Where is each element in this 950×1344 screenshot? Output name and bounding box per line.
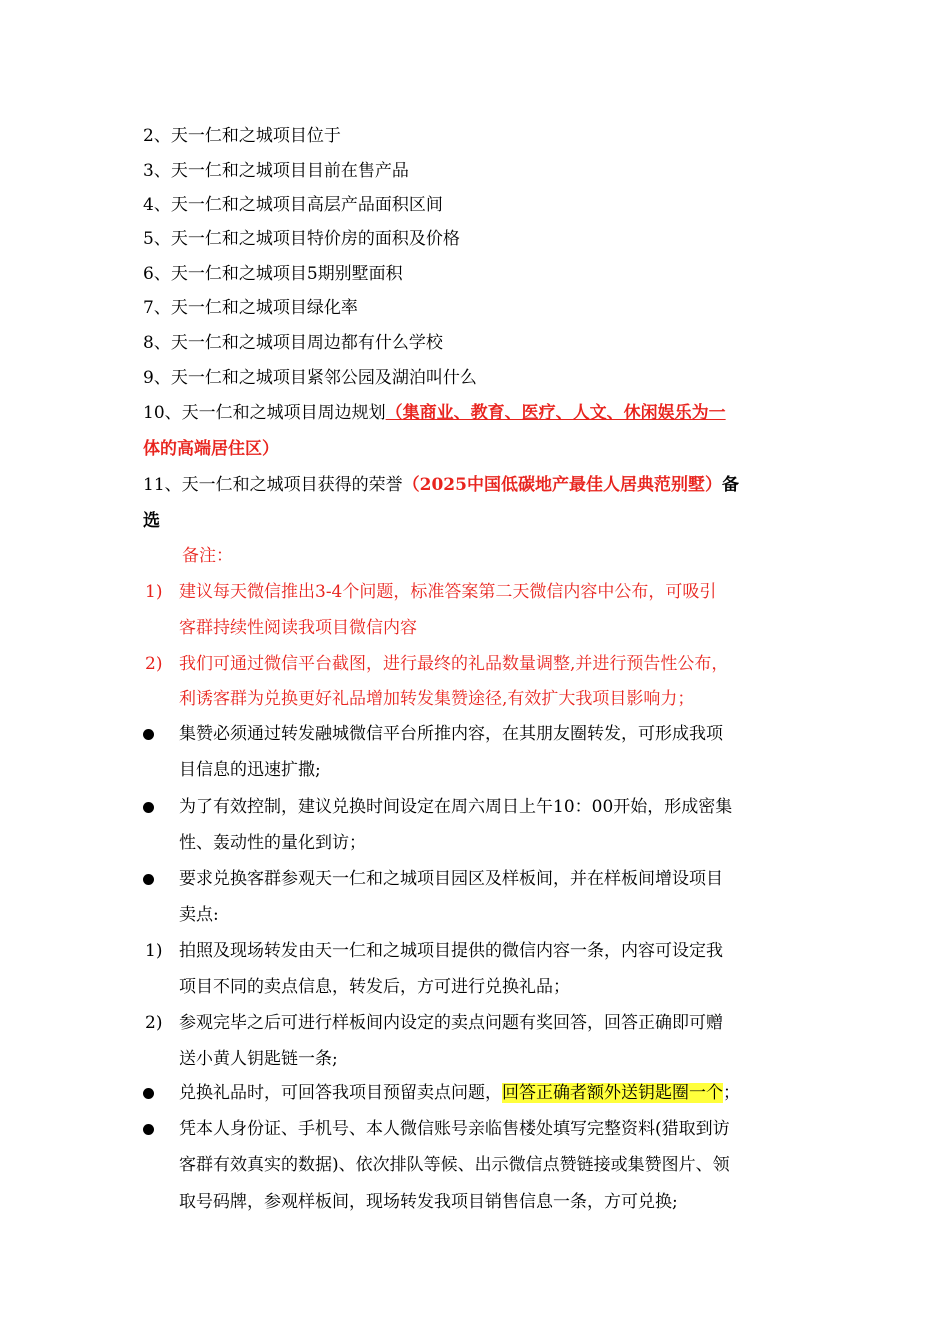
- bullet-3-line-1: 要求兑换客群参观天一仁和之城项目园区及样板间，并在样板间增设项目: [179, 869, 723, 889]
- bullet-4-highlight: 回答正确者额外送钥匙圈一个: [502, 1083, 723, 1103]
- bullet-2-line-2: 性、轰动性的量化到访；: [179, 833, 366, 853]
- note-1-line-2: 客群持续性阅读我项目微信内容: [179, 618, 417, 638]
- bullet-icon: [143, 1124, 154, 1135]
- sub-2-line-2: 送小黄人钥匙链一条;: [179, 1049, 338, 1069]
- question-4: 4、天一仁和之城项目高层产品面积区间: [143, 195, 443, 215]
- sub-2-line-1: 参观完毕之后可进行样板间内设定的卖点问题有奖回答，回答正确即可赠: [179, 1013, 723, 1033]
- question-5: 5、天一仁和之城项目特价房的面积及价格: [143, 229, 460, 249]
- bullet-icon: [143, 874, 154, 885]
- note-1-marker: 1): [145, 582, 163, 602]
- bullet-3-line-2: 卖点:: [179, 905, 219, 925]
- sub-1-marker: 1): [145, 941, 163, 961]
- question-9: 9、天一仁和之城项目紧邻公园及湖泊叫什么: [143, 368, 477, 388]
- question-10-prefix: 10、天一仁和之城项目周边规划: [143, 403, 386, 423]
- notes-title: 备注：: [182, 546, 233, 566]
- question-11-suffix: 备: [721, 475, 739, 495]
- note-1-line-1: 建议每天微信推出3-4个问题，标准答案第二天微信内容中公布，可吸引: [179, 582, 717, 602]
- bullet-4-text: 兑换礼品时，可回答我项目预留卖点问题，: [179, 1083, 502, 1103]
- question-2: 2、天一仁和之城项目位于: [143, 126, 341, 146]
- note-2-line-1: 我们可通过微信平台截图，进行最终的礼品数量调整,并进行预告性公布，: [179, 654, 729, 674]
- bullet-icon: [143, 1088, 154, 1099]
- question-7: 7、天一仁和之城项目绿化率: [143, 298, 358, 318]
- bullet-1-line-2: 目信息的迅速扩撒;: [179, 760, 321, 780]
- question-11-prefix: 11、天一仁和之城项目获得的荣誉: [143, 475, 403, 495]
- bullet-4: [179, 1083, 740, 1103]
- question-10-answer: （集商业、教育、医疗、人文、休闲娱乐为一: [385, 403, 726, 423]
- question-10-answer-cont: 体的高端居住区）: [143, 439, 279, 459]
- question-11-answer: （2025中国低碳地产最佳人居典范别墅）: [402, 475, 722, 495]
- question-10: [143, 403, 726, 423]
- bullet-icon: [143, 729, 154, 740]
- question-3: 3、天一仁和之城项目目前在售产品: [143, 161, 409, 181]
- bullet-1-line-1: 集赞必须通过转发融城微信平台所推内容，在其朋友圈转发，可形成我项: [179, 724, 723, 744]
- note-2-line-2: 利诱客群为兑换更好礼品增加转发集赞途径,有效扩大我项目影响力；: [179, 689, 695, 709]
- question-6: 6、天一仁和之城项目5期别墅面积: [143, 264, 403, 284]
- sub-1-line-1: 拍照及现场转发由天一仁和之城项目提供的微信内容一条，内容可设定我: [179, 941, 723, 961]
- question-11-suffix-cont: 选: [143, 511, 160, 531]
- sub-1-line-2: 项目不同的卖点信息，转发后，方可进行兑换礼品；: [179, 977, 570, 997]
- bullet-5-line-3: 取号码牌，参观样板间，现场转发我项目销售信息一条，方可兑换;: [179, 1192, 678, 1212]
- bullet-2-line-1: 为了有效控制，建议兑换时间设定在周六周日上午10：00开始，形成密集: [179, 797, 733, 817]
- question-8: 8、天一仁和之城项目周边都有什么学校: [143, 333, 443, 353]
- sub-2-marker: 2): [145, 1013, 163, 1033]
- bullet-4-end: ；: [723, 1083, 740, 1103]
- bullet-5-line-2: 客群有效真实的数据)、依次排队等候、出示微信点赞链接或集赞图片、领: [179, 1155, 730, 1175]
- question-11: [143, 475, 739, 495]
- note-2-marker: 2): [145, 654, 163, 674]
- bullet-5-line-1: 凭本人身份证、手机号、本人微信账号亲临售楼处填写完整资料(猎取到访: [179, 1119, 730, 1139]
- bullet-icon: [143, 802, 154, 813]
